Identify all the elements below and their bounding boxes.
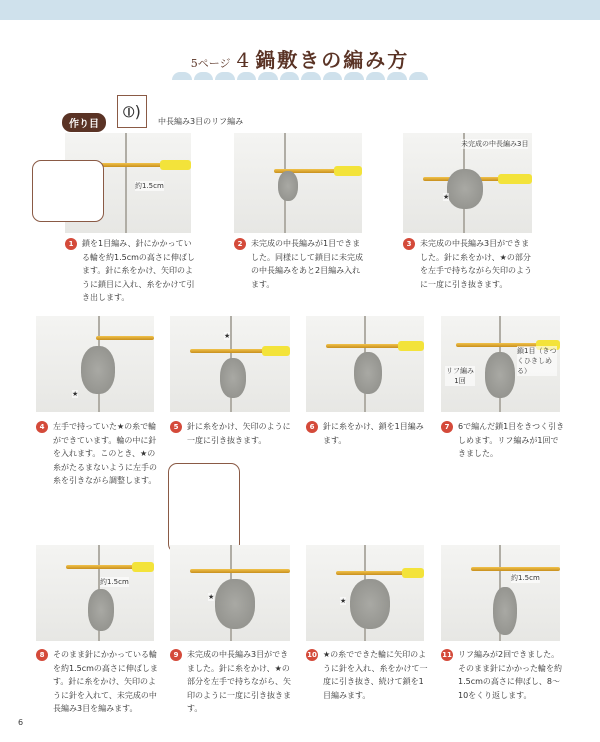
- photo-step-2: [234, 133, 362, 233]
- step-number: 8: [36, 649, 48, 661]
- photo-step-8: [36, 545, 154, 641]
- photo-step-11: [441, 545, 560, 641]
- step-number: 5: [170, 421, 182, 433]
- step-3: [403, 237, 535, 291]
- stitch-symbol-icon: ⦶): [117, 95, 147, 128]
- step-7: [441, 420, 565, 461]
- step-1: [65, 237, 195, 305]
- step-number: 1: [65, 238, 77, 250]
- title-text: 鍋敷きの編み方: [255, 48, 410, 72]
- step-number: 4: [36, 421, 48, 433]
- step-11: [441, 648, 565, 702]
- leaf-label: リフ編み1回: [446, 367, 474, 385]
- illustration-inset: [32, 160, 104, 222]
- step-text: 左手で持っていた★の糸で輪ができています。輪の中に針を入れます。このとき、★の糸がたるまないように左手の糸を引きながら調整します。: [53, 422, 157, 485]
- step-text: ★の糸でできた輪に矢印のように針を入れ、糸をかけて一度に引き抜き、続けて鎖を1目編みます。: [323, 650, 428, 700]
- step-text: そのまま針にかかっている輪を約1.5cmの高さに伸ばします。針に糸をかけ、矢印のように針を入れて、未完成の中長編み3目を編みます。: [53, 650, 158, 713]
- section-badge: 作り目: [62, 113, 106, 132]
- step-8: [36, 648, 158, 716]
- star-marker: ★: [224, 332, 231, 340]
- photo-step-5: [170, 316, 290, 412]
- measure-label: 約1.5cm: [135, 182, 164, 190]
- step-number: 11: [442, 651, 452, 659]
- step-6: [306, 420, 428, 447]
- page-title: [0, 44, 600, 73]
- chain-label: 鎖1目（きつくひきしめる）: [517, 347, 557, 375]
- photo-step-6: [306, 316, 424, 412]
- step-number: 9: [170, 649, 182, 661]
- step-number: 6: [306, 421, 318, 433]
- unfinished-label: 未完成の中長編み3目: [461, 140, 529, 148]
- page-number: 6: [18, 718, 24, 727]
- photo-step-9: [170, 545, 290, 641]
- step-text: 6で編んだ鎖1目をきつく引きしめます。リフ編みが1回できました。: [458, 422, 565, 458]
- step-number: 2: [234, 238, 246, 250]
- step-text: 未完成の中長編み3目ができました。針に糸をかけ、★の部分を左手で持ちながら、矢印のように一度に引き抜きます。: [187, 650, 291, 713]
- photo-step-7: [441, 316, 560, 412]
- step-number: 3: [403, 238, 415, 250]
- step-4: [36, 420, 158, 488]
- step-9: [170, 648, 292, 716]
- step-number: 10: [307, 651, 317, 659]
- step-5: [170, 420, 292, 447]
- photo-step-10: [306, 545, 424, 641]
- stitch-name: 中長編み3目のリフ編み: [158, 117, 244, 126]
- top-decorative-band: [0, 0, 600, 20]
- illustration-inset: [168, 463, 240, 553]
- measure-label: 約1.5cm: [511, 574, 540, 582]
- photo-step-4: [36, 316, 154, 412]
- title-underline-decoration: [172, 72, 428, 80]
- star-marker: ★: [340, 597, 347, 605]
- photo-step-3: [403, 133, 532, 233]
- star-marker: ★: [72, 390, 79, 398]
- step-number: 7: [441, 421, 453, 433]
- section-number: 4: [236, 48, 250, 72]
- step-text: 針に糸をかけ、矢印のように一度に引き抜きます。: [187, 422, 291, 445]
- step-text: 針に糸をかけ、鎖を1目編みます。: [323, 422, 424, 445]
- step-text: 未完成の中長編み3目ができました。針に糸をかけ、★の部分を左手で持ちながら矢印のように一度に引き抜きます。: [420, 239, 532, 289]
- step-text: 未完成の中長編みが1目できました。同様にして鎖目に未完成の中長編みをあと2目編み入れます。: [251, 239, 363, 289]
- step-text: リフ編みが2回できました。そのまま針にかかった輪を約1.5cmの高さに伸ばし、8〜10をくり返します。: [458, 650, 562, 700]
- star-marker: ★: [443, 193, 450, 201]
- measure-label: 約1.5cm: [100, 578, 129, 586]
- page-reference: 5ページ: [190, 57, 231, 70]
- step-text: 鎖を1目編み、針にかかっている輪を約1.5cmの高さに伸ばします。針に糸をかけ、矢印のように鎖目に入れ、糸をかけて引き出します。: [82, 239, 195, 302]
- star-marker: ★: [208, 593, 215, 601]
- step-10: [306, 648, 428, 702]
- step-2: [234, 237, 364, 291]
